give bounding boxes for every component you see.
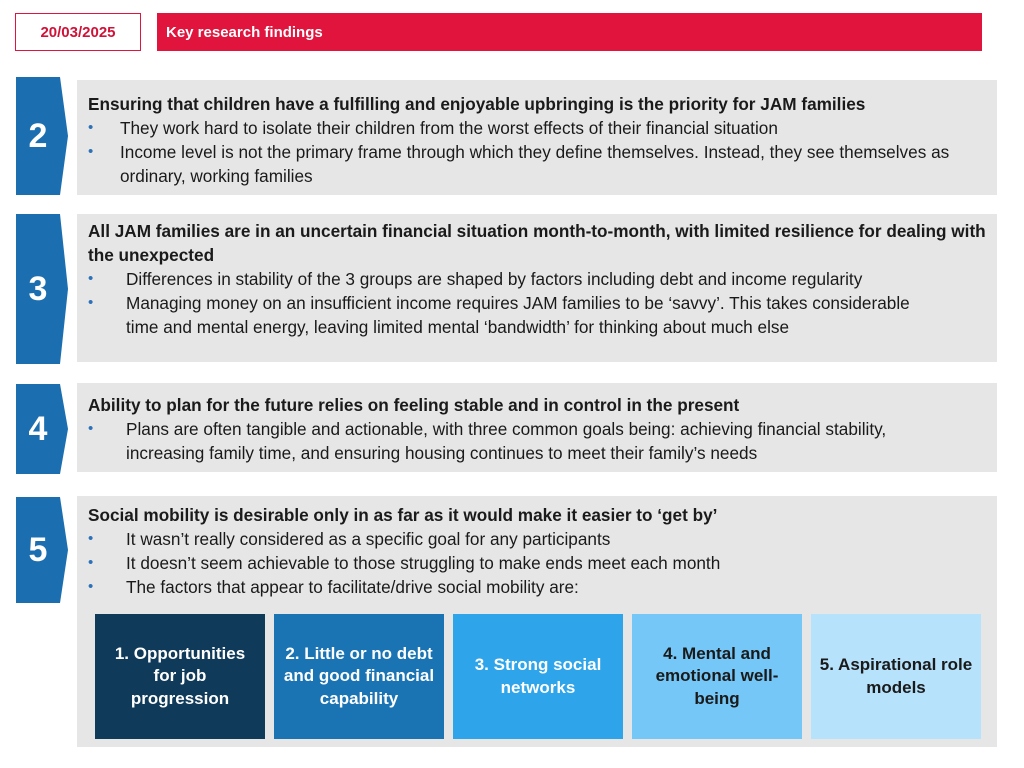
finding-heading: Ability to plan for the future relies on feeling stable and in control in the present: [88, 395, 740, 415]
factor-box: [811, 614, 981, 739]
factor-label: 1. Opportunities for job progression: [114, 643, 246, 708]
factor-label: 3. Strong social networks: [474, 655, 602, 697]
finding-panel: [77, 80, 997, 195]
factor-box: [95, 614, 265, 739]
bullet-icon: •: [88, 578, 94, 595]
list-item: [88, 527, 987, 551]
bullet-list: [88, 417, 987, 465]
finding-number-tab: [16, 214, 68, 364]
page-title: Key research findings: [157, 13, 982, 51]
bullet-text: Income level is not the primary frame through which they define themselves. Instead, they see themselves as ordinary, working families: [120, 142, 950, 186]
bullet-icon: •: [88, 143, 94, 160]
bullet-icon: •: [88, 530, 94, 547]
bullet-list: [88, 527, 987, 599]
list-item: [88, 575, 987, 599]
bullet-text: Differences in stability of the 3 groups are shaped by factors including debt and income regularity: [126, 269, 863, 289]
bullet-text: It wasn’t really considered as a specific goal for any participants: [126, 529, 611, 549]
finding-number-tab: [16, 77, 68, 195]
list-item: [88, 116, 987, 140]
finding-number: 5: [28, 530, 48, 569]
factor-box: [632, 614, 802, 739]
factor-box: [453, 614, 623, 739]
finding-heading: Social mobility is desirable only in as far as it would make it easier to ‘get by’: [88, 505, 718, 525]
list-item: [88, 417, 987, 465]
date-label: 20/03/2025: [15, 13, 141, 51]
list-item: [88, 291, 987, 339]
bullet-icon: •: [88, 119, 94, 136]
finding-number: 4: [28, 409, 48, 448]
bullet-icon: •: [88, 294, 94, 311]
finding-heading: All JAM families are in an uncertain financial situation month-to-month, with limited resilience for dealing with the unexpected: [88, 221, 986, 265]
list-item: [88, 140, 987, 188]
factor-box: [274, 614, 444, 739]
finding-panel: [77, 383, 997, 472]
bullet-icon: •: [88, 270, 94, 287]
bullet-list: [88, 116, 987, 188]
factor-label: 2. Little or no debt and good financial capability: [283, 643, 435, 708]
factor-label: 5. Aspirational role models: [819, 655, 973, 697]
bullet-text: The factors that appear to facilitate/drive social mobility are:: [126, 577, 579, 597]
bullet-text: It doesn’t seem achievable to those struggling to make ends meet each month: [126, 553, 721, 573]
social-mobility-factors: [95, 614, 983, 739]
bullet-icon: •: [88, 420, 94, 437]
finding-number: 3: [28, 269, 48, 308]
finding-number-tab: [16, 497, 68, 603]
bullet-text: Managing money on an insufficient income requires JAM families to be ‘savvy’. This takes considerable time and mental energy, leaving limited mental ‘bandwidth’ for thinking about much else: [126, 293, 910, 337]
list-item: [88, 551, 987, 575]
finding-number-tab: [16, 384, 68, 474]
list-item: [88, 267, 987, 291]
bullet-list: [88, 267, 987, 339]
bullet-icon: •: [88, 554, 94, 571]
factor-label: 4. Mental and emotional well-being: [655, 643, 779, 708]
finding-panel: [77, 214, 997, 362]
bullet-text: They work hard to isolate their children from the worst effects of their financial situation: [120, 118, 778, 138]
finding-number: 2: [28, 116, 48, 155]
bullet-text: Plans are often tangible and actionable, with three common goals being: achieving financial stability, increasing family time, and ensuring housing continues to meet their family’s needs: [126, 419, 887, 463]
finding-heading: Ensuring that children have a fulfilling and enjoyable upbringing is the priority for JAM families: [88, 94, 866, 114]
